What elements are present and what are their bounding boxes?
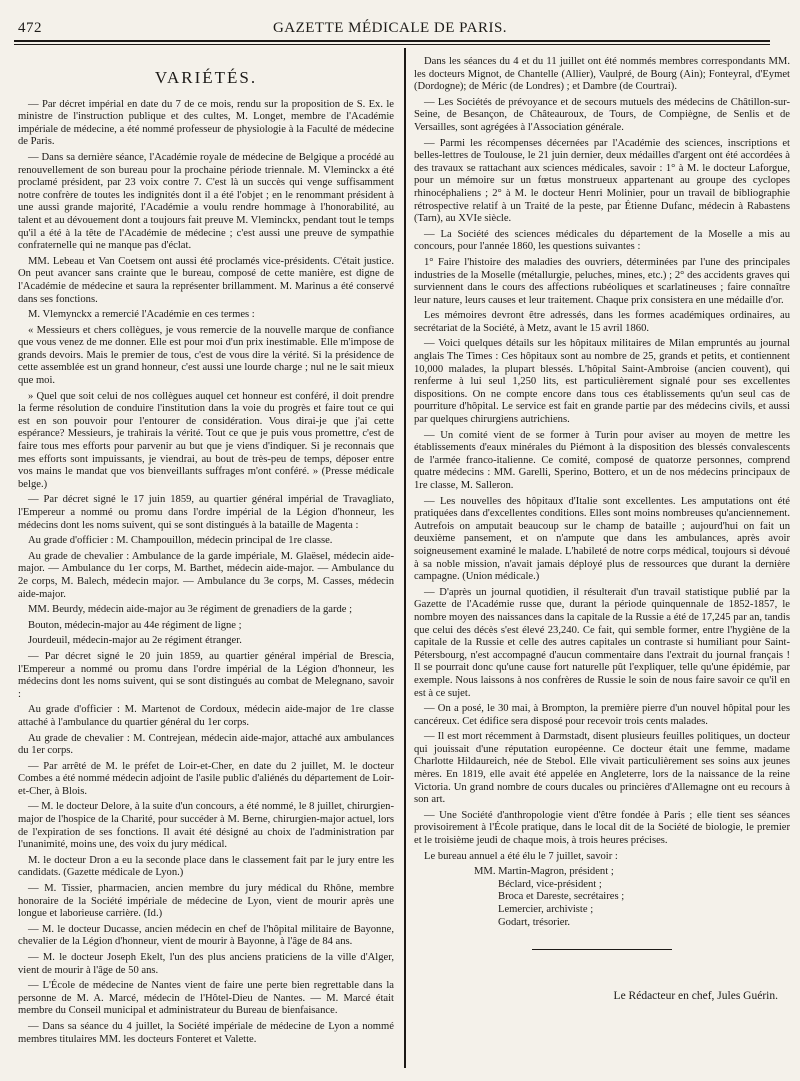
paragraph: MM. Beurdy, médecin aide-major au 3e régiment de grenadiers de la garde ;: [28, 604, 353, 616]
paragraph: — Un comité vient de se former à Turin pour aviser au moyen de mettre les établissements d'eaux minérales du Piémont à la disposition des blessés convalescents de l'armée franco-italienne. Ce comité, composé de quatorze personnes, comprend quatre médecins : MM. Garelli, Sperino, Bottero, et un de nos médecins principaux de 1re classe, M. Salleron.: [414, 429, 790, 491]
paragraph: — D'après un journal quotidien, il résulterait d'un travail statistique publié par la Gazette de l'Académie russe que, durant la période quinquennale de 1852-1857, le nombre moyen des naissances dans la capitale de la Russie a été de 17,245 par an, tandis que celui des décès s'est élevé 23,240. Ce fait, qui semble former, entre l'hygiène de la capitale de la Russie et celle des autres capitales un contraste si humiliant pour Saint-Pétersbourg, n'est accompagné d'aucun commentaire dans l'extrait du journal français ! Il se pourrait donc qu'une cause fort naturelle pût l'expliquer, telle qu'une épidémie, par exemple. Nous laissons à nos confrères de Russie le soin de nous faire savoir ce qu'il en est à ce sujet.: [414, 586, 790, 699]
paragraph: — On a posé, le 30 mai, à Brompton, la première pierre d'un nouvel hôpital pour les cancéreux. Cet édifice sera disposé pour recevoir trois cents malades.: [414, 703, 790, 727]
paragraph: Les mémoires devront être adressés, dans les formes académiques ordinaires, au secrétariat de la Société, à Metz, avant le 15 avril 1860.: [414, 310, 790, 334]
paragraph: M. Vlemynckx a remercié l'Académie en ces termes :: [28, 309, 255, 321]
paragraph: « Messieurs et chers collègues, je vous remercie de la nouvelle marque de confiance que vous venez de me donner. Elle est pour moi d'un prix inestimable. Elle m'impose de grands devoirs. Mais le premier de tous, c'est de vous dire la vérité. Si la présidence de cette assemblée est un grand honneur, c'est aussi une lourde charge ; nul ne le sait mieux que moi.: [18, 324, 394, 387]
paragraph: — M. le docteur Ducasse, ancien médecin en chef de l'hôpital militaire de Bayonne, chevalier de la Légion d'honneur, vient de mourir à Bayonne, à l'âge de 84 ans.: [18, 923, 394, 948]
paragraph: 1° Faire l'histoire des maladies des ouvriers, déterminées par l'une des principales industries de la Moselle (métallurgie, peluches, mines, etc.) ; 2° des accidents graves qui surviennent dans le cours des affections rubéoliques et scarlatineuses ; faire connaître leur nature, leurs causes et leur traitement. Chaque prix consistera en une médaille d'or.: [414, 256, 790, 306]
paragraph: — M. le docteur Delore, à la suite d'un concours, a été nommé, le 8 juillet, chirurgien-major de l'hospice de la Charité, pour succéder à M. Berne, chirurgien-major actuel, lors de l'expiration de ses fonctions. Il avait été désigné au choix de l'administration par l'unanimité, moins une, des voix du jury médical.: [18, 801, 394, 851]
paragraph: — Par arrêté de M. le préfet de Loir-et-Cher, en date du 2 juillet, M. le docteur Combes a été nommé médecin adjoint de l'asile public d'aliénés du département de Loir-et-Cher, à Blois.: [18, 760, 394, 797]
paragraph: — Les nouvelles des hôpitaux d'Italie sont excellentes. Les amputations ont été pratiquées dans d'excellentes conditions. Elles sont moins nombreuses qu'anciennement. Autrefois on amputait beaucoup sur le champ de bataille ; aujourd'hui on fait un deuxième pansement, et on n'ampute que dans les ambulances, après avoir soigneusement examiné le malade. L'habileté de notre corps médical, toujours si dévoué à sa noble mission, n'avait jamais déployé plus de ressources que durant la dernière campagne. (Union médicale.): [414, 495, 790, 583]
paragraph: Au grade d'officier : M. Champouillon, médecin principal de 1re classe.: [28, 535, 333, 547]
paragraph: Au grade de chevalier : M. Contrejean, médecin aide-major, attaché aux ambulances du 1er corps.: [18, 732, 394, 757]
board-member: Lemercier, archiviste ;: [498, 904, 594, 915]
paragraph: M. le docteur Dron a eu la seconde place dans le classement fait par le jury entre les candidats. (Gazette médicale de Lyon.): [18, 854, 394, 879]
paragraph: Dans les séances du 4 et du 11 juillet ont été nommés membres correspondants MM. les docteurs Mignot, de Chantelle (Allier), Vaulpré, de Bourg (Ain); Fonteyral, d'Eymet (Dordogne); de Méric (de Londres) ; et Dambre (de Courtrai).: [414, 56, 790, 93]
paragraph: Jourdeuil, médecin-major au 2e régiment étranger.: [28, 635, 242, 647]
paragraph: — Parmi les récompenses décernées par l'Académie des sciences, inscriptions et belles-lettres de Toulouse, le 21 juin dernier, deux médailles d'argent ont été accordées à des travaux se rattachant aux sciences médicales, savoir : 1° à M. le docteur Laforgue, pour un mémoire sur un fœtus monstrueux appartenant au groupe des cyclopes rhinocéphaliens ; 2° à M. le docteur Henri Molinier, pour un travail de bibliographie rétrospective relatif à un Traité de la peste, par Étienne Dufanc, médecin à Rabastens (Tarn), au XVIe siècle.: [414, 137, 790, 225]
paragraph: — Il est mort récemment à Darmstadt, disent plusieurs feuilles politiques, un docteur qui jouissait d'une réputation européenne. Ce docteur était une femme, madame Charlotte Hildaureich, née de Stebol. Elle vivait particulièrement ses soins aux jeunes mères. En 1819, elle avait été appelée en Angleterre, lors de la naissance de la reine Victoria. Un grand nombre de cours ducales ou princières d'Allemagne ont eu recours à son art.: [414, 731, 790, 806]
paragraph: Bouton, médecin-major au 44e régiment de ligne ;: [28, 619, 242, 631]
paragraph: Au grade de chevalier : Ambulance de la garde impériale, M. Glaësel, médecin aide-major. — Ambulance du 1er corps, M. Barthet, médecin aide-major. — Ambulance du 2e corps, M. Balech, médecin major. — Ambulance du 3e corps, M. Casses, médecin aide-major.: [18, 550, 394, 600]
paragraph: Le bureau annuel a été élu le 7 juillet, savoir :: [424, 850, 618, 862]
board-member: MM. Martin-Magron, président ;: [474, 866, 614, 878]
page-header: [14, 18, 766, 38]
paragraph: Au grade d'officier : M. Martenot de Cordoux, médecin aide-major de 1re classe attaché à l'ambulance du quartier général du 1er corps.: [18, 704, 394, 728]
paragraph: » Quel que soit celui de nos collègues auquel cet honneur est conféré, il doit prendre la ferme résolution de conduire l'institution dans la voie du progrès et faire tout ce qui est en son pouvoir pour l'entourer de considération. Vous dirai-je que j'ai cette espérance? Messieurs, je trahirais la vérité. Tout ce que je puis vous promettre, c'est de faire tous mes efforts pour parvenir au but que je viens d'indiquer. Si je reconnais que mes efforts sont impuissants, je viendrai, au bout de très-peu de temps, déposer entre vos mains le mandat que vos bienveillants suffrages m'ont conféré. » (Presse médicale belge.): [18, 390, 394, 490]
paragraph: — Dans sa dernière séance, l'Académie royale de médecine de Belgique a procédé au renouvellement de son bureau pour la prochaine période triennale. M. Vleminckx a été proclamé président, par 23 voix contre 7. C'est là un succès qui venge suffisamment notre confrère de toutes les indignités dont il a été l'objet ; en le renommant président à une aussi grande majorité, l'Académie a voulu rendre hommage à l'honorabilité, au talent et au dévouement dont a toujours fait preuve M. Vleminckx, pendant tout le temps qu'il a été à la tête de l'Académie de médecine ; c'est aussi une preuve de sympathie confraternelle qui ne manque pas d'éclat.: [18, 151, 394, 252]
paragraph: — Une Société d'anthropologie vient d'être fondée à Paris ; elle tient ses séances provisoirement à l'École pratique, dans le local dit de la Société de biologie, le premier et le troisième jeudi de chaque mois, à trois heures précises.: [414, 809, 790, 847]
society-board-list: [414, 866, 790, 929]
board-member: Béclard, vice-président ;: [498, 878, 602, 890]
closing-rule: [532, 949, 672, 950]
paragraph: — Par décret signé le 20 juin 1859, au quartier général impérial de Brescia, l'Empereur a nommé ou promu dans l'ordre impérial de la Légion d'honneur, les médecins dont les noms suivent, qui se sont distingués au combat de Melegnano, savoir :: [18, 650, 394, 700]
board-member: Broca et Dareste, secrétaires ;: [498, 891, 625, 903]
editor-signature: Le Rédacteur en chef, Jules Guérin.: [613, 990, 778, 1003]
paragraph: — Par décret impérial en date du 7 de ce mois, rendu sur la proposition de S. Ex. le ministre de l'instruction publique et des cultes, M. Longet, membre de l'Académie impériale de médecine, a été nommé professeur de physiologie à la Faculté de médecine de Paris.: [18, 98, 394, 148]
board-member: Godart, trésorier.: [498, 916, 571, 928]
header-rule-thin: [14, 44, 770, 45]
paragraph: — Les Sociétés de prévoyance et de secours mutuels des médecins de Châtillon-sur-Seine, de Besançon, de Châteauroux, de Tours, de Compiègne, de Senlis et de Versailles, sont agrégées à l'Association générale.: [414, 96, 790, 133]
paragraph: — Voici quelques détails sur les hôpitaux militaires de Milan empruntés au journal anglais The Times : Ces hôpitaux sont au nombre de 25, grands et petits, et contiennent 10,000 malades, la plupart blessés. L'hôpital Saint-Ambroise (ancien couvent), qui renferme à lui seul 1,250 lits, est particulièrement signalé pour ses excellentes dispositions. On ne compte encore dans tous ces établissements qu'un seul cas de pourriture d'hôpital. Le service est fait en grande partie par des médecins civils, et aussi par quelques chirurgiens autrichiens.: [414, 338, 790, 426]
paragraph: MM. Lebeau et Van Coetsem ont aussi été proclamés vice-présidents. C'était justice. On peut avancer sans crainte que le bureau, composé de cette manière, est digne de l'Académie de médecine et saura la représenter brillamment. M. Marinus a été conservé dans ses fonctions.: [18, 255, 394, 305]
paragraph: — Par décret signé le 17 juin 1859, au quartier général impérial de Travagliato, l'Empereur a nommé ou promu dans l'ordre impérial de la Légion d'honneur, les médecins dont les noms suivent, qui se sont distingués à la bataille de Magenta :: [18, 494, 394, 531]
section-title: VARIÉTÉS.: [154, 68, 258, 87]
running-title: GAZETTE MÉDICALE DE PARIS.: [272, 20, 508, 36]
right-column: [414, 56, 790, 1066]
header-rule-thick: [14, 40, 770, 42]
page-number: 472: [18, 20, 42, 36]
paragraph: — L'École de médecine de Nantes vient de faire une perte bien regrettable dans la personne de M. A. Marcé, médecin de l'Hôtel-Dieu de Nantes. — M. Marcé était membre du Conseil municipal et administrateur du Bureau de bienfaisance.: [18, 980, 394, 1017]
paragraph: — M. Tissier, pharmacien, ancien membre du jury médical du Rhône, membre honoraire de la Société impériale de médecine de Lyon, vient de mourir après une longue et laborieuse carrière. (Id.): [18, 883, 394, 920]
left-column: [18, 56, 394, 1066]
paragraph: — Dans sa séance du 4 juillet, la Société impériale de médecine de Lyon a nommé membres titulaires MM. les docteurs Fonteret et Valette.: [18, 1020, 394, 1045]
paragraph: — La Société des sciences médicales du département de la Moselle a mis au concours, pour l'année 1860, les questions suivantes :: [414, 228, 790, 253]
paragraph: — M. le docteur Joseph Ekelt, l'un des plus anciens praticiens de la ville d'Alger, vient de mourir à l'âge de 50 ans.: [18, 952, 394, 976]
column-divider: [404, 48, 406, 1068]
